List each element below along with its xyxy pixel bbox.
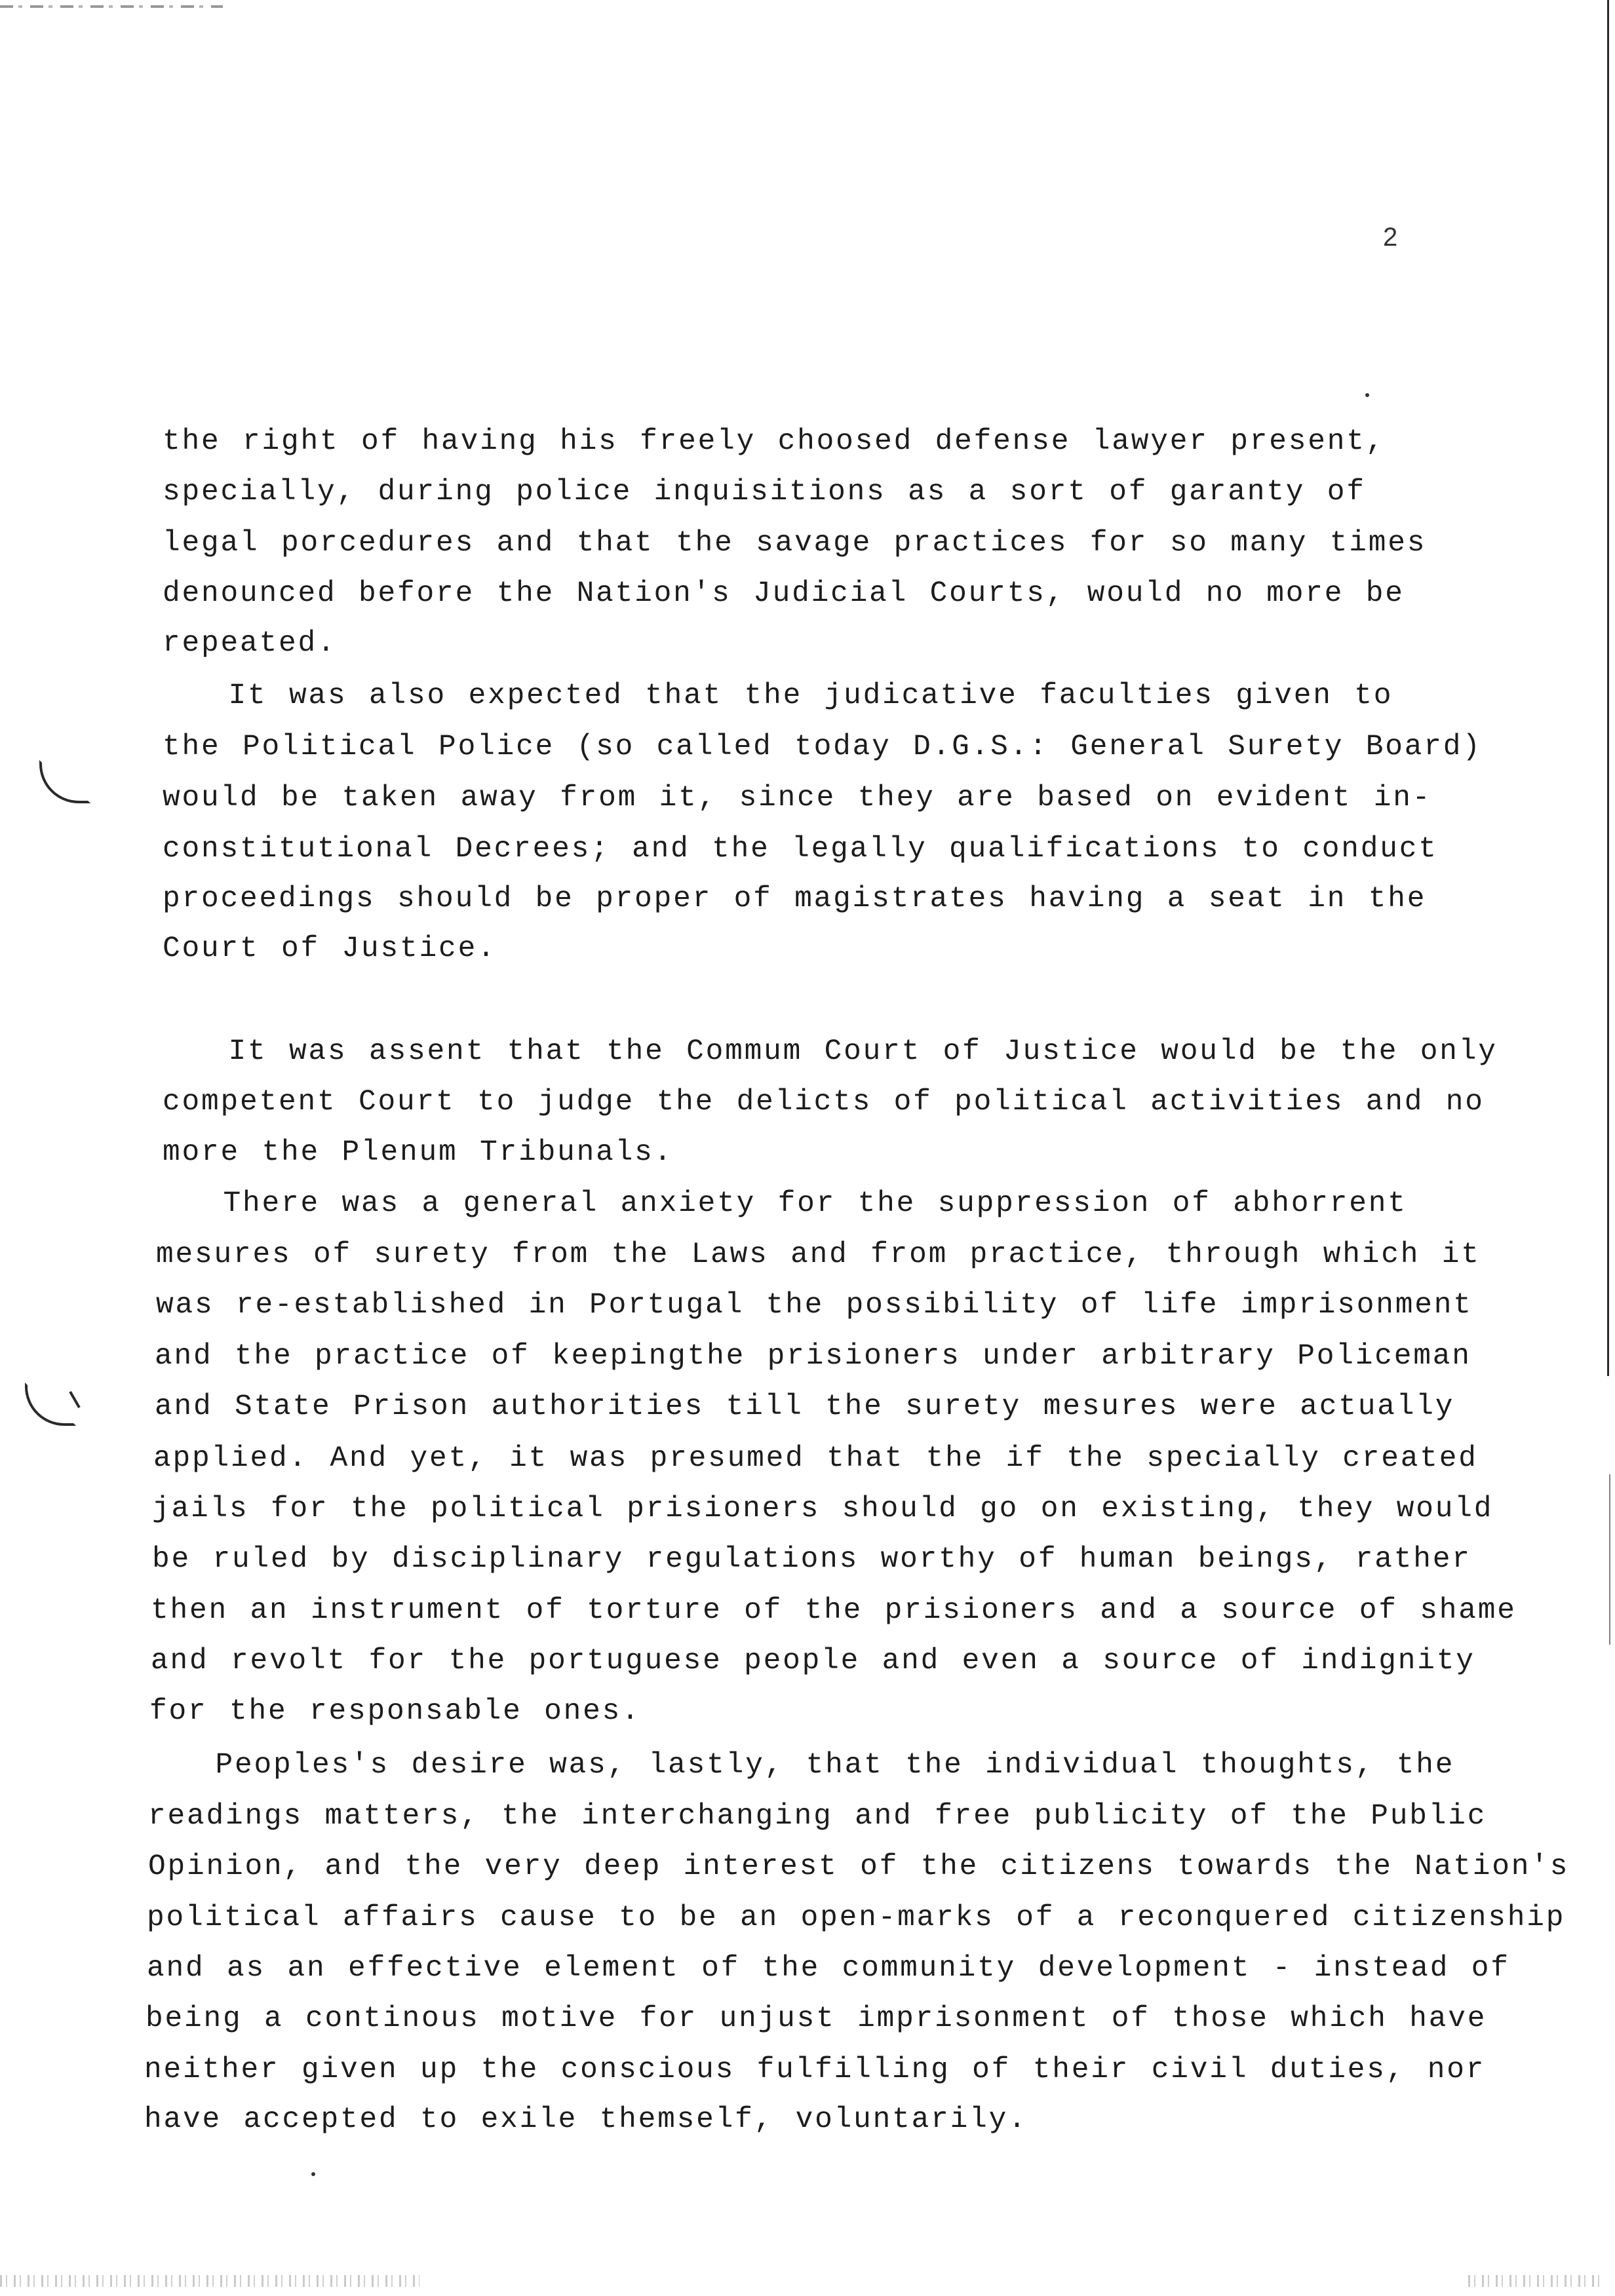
text-line: Peoples's desire was, lastly, that the individual thoughts, the bbox=[149, 1749, 1455, 1782]
punch-hole-mark-bottom bbox=[25, 1383, 76, 1426]
text-line: mesures of surety from the Laws and from practice, through which it bbox=[156, 1238, 1481, 1271]
text-line: denounced before the Nation's Judicial Courts, would no more be bbox=[163, 577, 1405, 610]
text-line: neither given up the conscious fulfilling of their civil duties, nor bbox=[144, 2054, 1486, 2086]
text-line: Opinion, and the very deep interest of the citizens towards the Nation's bbox=[148, 1850, 1570, 1883]
text-line: and the practice of keepingthe prisioners under arbitrary Policeman bbox=[155, 1340, 1471, 1373]
text-line: and revolt for the portuguese people and even a source of indignity bbox=[151, 1645, 1475, 1677]
text-line: There was a general anxiety for the suppression of abhorrent bbox=[157, 1187, 1407, 1220]
text-line: readings matters, the interchanging and free publicity of the Public bbox=[148, 1800, 1487, 1833]
punch-hole-mark-top bbox=[39, 760, 90, 803]
page-top-noise bbox=[0, 5, 223, 8]
text-line: It was assent that the Commum Court of Justice would be the only bbox=[163, 1035, 1498, 1068]
page-number: 2 bbox=[1383, 223, 1398, 252]
text-line: have accepted to exile themself, voluntarily. bbox=[144, 2103, 1028, 2136]
page-bottom-noise bbox=[1468, 2275, 1599, 2287]
text-line: jails for the political prisioners should go on existing, they would bbox=[152, 1493, 1494, 1525]
text-line: Court of Justice. bbox=[163, 932, 497, 965]
page-right-edge-line-lower bbox=[1609, 1474, 1610, 1645]
text-line: more the Plenum Tribunals. bbox=[163, 1136, 674, 1169]
text-line: was re-established in Portugal the possibility of life imprisonment bbox=[156, 1289, 1473, 1322]
text-line: for the responsable ones. bbox=[149, 1695, 641, 1728]
page-right-edge-line bbox=[1607, 0, 1609, 1376]
text-line: be ruled by disciplinary regulations worthy of human beings, rather bbox=[152, 1543, 1471, 1576]
text-line: and State Prison authorities till the surety mesures were actually bbox=[155, 1390, 1455, 1423]
text-line: legal porcedures and that the savage practices for so many times bbox=[163, 527, 1427, 560]
text-line: competent Court to judge the delicts of political activities and no bbox=[163, 1086, 1485, 1119]
text-line: repeated. bbox=[163, 627, 337, 660]
text-line: and as an effective element of the community development - instead of bbox=[147, 1952, 1510, 1985]
text-line: constitutional Decrees; and the legally qualifications to conduct bbox=[163, 833, 1438, 866]
scan-speck bbox=[311, 2172, 315, 2176]
text-line: specially, during police inquisitions as a sort of garanty of bbox=[163, 476, 1366, 508]
page-bottom-noise bbox=[0, 2275, 419, 2287]
text-line: proceedings should be proper of magistrates having a seat in the bbox=[163, 883, 1427, 915]
text-line: political affairs cause to be an open-marks of a reconquered citizenship bbox=[147, 1902, 1566, 1934]
text-line: the Political Police (so called today D.G.S.: General Surety Board) bbox=[163, 731, 1482, 763]
scan-speck bbox=[1365, 393, 1369, 397]
text-line: the right of having his freely choosed defense lawyer present, bbox=[163, 425, 1386, 458]
text-line: It was also expected that the judicative faculties given to bbox=[163, 679, 1393, 712]
text-line: being a continous motive for unjust imprisonment of those which have bbox=[146, 2002, 1487, 2035]
text-line: applied. And yet, it was presumed that the if the specially created bbox=[153, 1442, 1478, 1475]
text-line: then an instrument of torture of the prisioners and a source of shame bbox=[151, 1594, 1517, 1627]
text-line: would be taken away from it, since they are based on evident in- bbox=[163, 782, 1432, 814]
